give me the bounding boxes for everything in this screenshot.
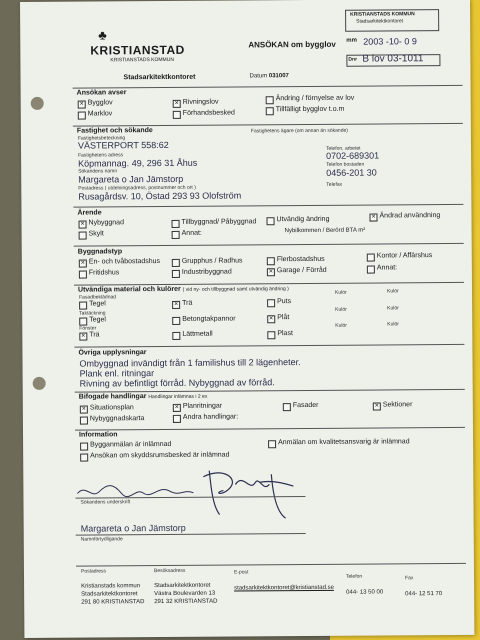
checkbox-situationsplan[interactable]: × [81,405,86,413]
checkbox-nybyggnadskarta[interactable] [80,417,88,425]
stamp-line2: Stadsarkitektkontoret [356,18,404,25]
label-andrad-anvandning: Ändrad användning [379,212,441,220]
value-tel-arbete[interactable]: 0702-689301 [326,150,380,161]
label-tel-bostad: Telefon bostaden [326,161,365,168]
value-sokande[interactable]: Margareta o Jan Jämstorp [78,173,184,185]
label-name-clarification: Namnförtydligande [80,536,123,543]
label-tak: Taktäckning [79,310,106,317]
label-situationsplan: Situationsplan [89,404,134,412]
label-fasad-puts: Puts [277,298,292,306]
checkbox-skylt[interactable] [79,232,87,240]
checkbox-sektioner[interactable]: × [374,402,379,410]
label-utvandig: Utvändig ändring [276,215,330,224]
checkbox-kvalitetsansvarig[interactable] [268,440,276,448]
footer-telefon-label: Telefon [345,573,363,580]
section-information: Information [79,431,118,439]
stamp-date: 2003 -10- 0 9 [363,36,417,47]
form-title: ANSÖKAN om bygglov [248,39,336,50]
footer-postadress-line: 291 80 KRISTIANSTAD [81,599,145,606]
label-adress: Fastighetens adress [78,152,124,159]
label-kulor: Kulör [335,306,347,313]
label-planritningar: Planritningar [182,402,223,410]
value-beteckning[interactable]: VÄSTERPORT 558:62 [77,139,169,151]
checkbox-andring[interactable] [266,96,274,104]
label-postadress: Postadress ( utdelningsadress, postnummer och ort ) [78,184,196,192]
label-tillbyggnad: Tillbyggnad/ Påbyggnad [181,218,257,226]
label-kulor: Kulör [387,321,399,328]
footer-fax-label: Fax [405,575,414,582]
checkbox-kontor[interactable] [367,254,375,262]
checkbox-annat-arende[interactable] [172,231,180,239]
label-annat-arende: Annat: [181,229,202,237]
label-bta: Nybilkommen / Berörd BTA m² [284,227,366,235]
label-gruppus: Grupphus / Radhus [181,257,243,265]
label-sokande: Sökandens namn [78,168,118,175]
label-signature: Sökandens underskrift [80,499,131,506]
ovriga-line[interactable]: Ombyggnad invändigt från 1 familishus till 2 lägenheter. [79,357,301,369]
footer-epost-label: E-post [233,569,249,576]
checkbox-planritningar[interactable]: × [174,403,179,411]
label-bygganmalan: Bygganmälan är inlämnad [90,440,172,449]
checkbox-fasad-tegel[interactable] [79,302,87,310]
application-form [20,0,474,638]
checkbox-nybyggnad[interactable]: × [80,220,85,228]
label-andra-handlingar: Andra handlingar: [182,413,239,421]
checkbox-bygganmalan[interactable] [80,443,88,451]
label-fasad-tra: Trä [182,299,193,307]
footer-besoksadress-label: Besöksadress [153,567,186,575]
section-bifogade: Bifogade handlingar Handlingar inlämnas i 2 ex [78,393,208,401]
section-arende: Ärende [77,209,102,217]
punch-hole [33,377,46,390]
label-forhandsbesked: Förhandsbesked [182,109,235,117]
section-ovriga: Övriga upplysningar [78,349,147,357]
checkbox-rivningslov[interactable]: × [174,99,179,107]
dnr-label: Dnr [348,56,358,63]
label-telefax: Telefax [326,181,343,188]
checkbox-marklov[interactable] [78,112,86,120]
checkbox-fonster-lattmetall[interactable] [172,332,180,340]
label-kvalitetsansvarig: Anmälan om kvalitetsansvarig är inlämnad [278,438,410,447]
checkbox-andrad-anvandning[interactable]: × [371,213,376,221]
checkbox-fonster-plast[interactable] [267,331,275,339]
label-tak-betong: Betongtakpannor [182,315,236,323]
org-sub: KRISTIANSTADS KOMMUN [110,56,174,64]
checkbox-fasad-puts[interactable] [267,299,275,307]
checkbox-fasad-tra[interactable]: × [174,300,179,308]
section-fastighet: Fastighet och sökande [76,127,153,135]
section-ansokan: Ansökan avser [76,89,127,97]
label-fasad: Fasadbeklädnad [79,294,117,301]
date-label: Datum 031007 [249,73,289,80]
checkbox-forhandsbesked[interactable] [173,111,181,119]
label-skyddsrum: Ansökan om skyddsrumsbesked är inlämnad [90,451,230,460]
checkbox-tak-betong[interactable] [172,317,180,325]
label-sektioner: Sektioner [382,401,413,409]
checkbox-andra-handlingar[interactable] [173,415,181,423]
checkbox-fasader[interactable] [283,403,291,411]
footer-besoksadress-line: 291 32 KRISTIANSTAD [154,598,218,606]
value-tel-bostad[interactable]: 0456-201 30 [326,167,377,178]
label-industribyggnad: Industribyggnad [181,268,232,276]
label-skylt: Skylt [88,230,104,238]
checkbox-tak-tegel[interactable] [79,318,87,326]
label-fonster: Fönster [79,325,97,332]
checkbox-skyddsrum[interactable] [80,454,88,462]
value-name-clarification[interactable]: Margareta o Jan Jämstorp [80,522,186,534]
checkbox-bygglov[interactable]: × [79,100,84,108]
label-tel-arbete: Telefon, arbetet [326,145,361,152]
label-bygglov: Bygglov [87,99,113,107]
label-nybyggnadskarta: Nybyggnadskarta [89,415,145,423]
org-name: KRISTIANSTAD [90,42,185,58]
label-tak-plat: Plåt [277,314,290,322]
checkbox-fritidshus[interactable] [79,271,87,279]
footer-besoksadress-line: Stadsarkitektkontoret [154,582,211,590]
checkbox-utvandig[interactable] [267,217,275,225]
value-adress[interactable]: Köpmannag. 49, 296 31 Åhus [78,157,198,169]
checkbox-tillbyggnad[interactable] [172,220,180,228]
checkbox-gruppus[interactable] [172,259,180,267]
label-fasader: Fasader [292,401,319,410]
checkbox-tillfalligt[interactable] [266,107,274,115]
ovriga-line[interactable]: Rivning av befintligt förråd. Nybyggnad av förråd. [79,377,275,389]
footer-telefon: 044- 13 50 00 [346,589,384,596]
label-flerbostadshus: Flerbostadshus [276,255,325,264]
municipality-logo-mark: ♣ [98,27,107,43]
label-en-tva: En- och tvåbostadshus [88,258,161,266]
label-fonster-lattmetall: Lättmetall [182,330,213,338]
ovriga-line[interactable]: Plank enl. ritningar [79,368,155,379]
checkbox-en-tva[interactable]: × [80,259,85,267]
label-kulor: Kulör [387,305,399,312]
footer-besoksadress-line: Västra Boulevarden 13 [154,590,216,598]
label-tillfalligt: Tillfälligt bygglov t.o.m [275,105,345,114]
label-marklov: Marklov [87,110,113,118]
label-rivningslov: Rivningslov [182,98,219,106]
label-tak-tegel: Tegel [89,316,106,324]
label-fonster-plast: Plast [277,330,293,338]
label-fasad-tegel: Tegel [89,300,106,308]
footer-postadress-label: Postadress [80,568,107,575]
stamp-mm: mm [346,37,357,44]
checkbox-garage[interactable]: × [268,268,273,276]
value-postadress[interactable]: Rusagårdsv. 10, Östad 293 93 Olofström [78,190,242,202]
checkbox-industribyggnad[interactable] [172,270,180,278]
label-agare: Fastighetens ägare (om annan än sökande) [250,127,348,135]
label-kulor: Kulör [387,288,399,295]
label-annat-typ: Annat: [376,264,398,272]
footer-epost-link[interactable]: stadsarkitektkontoret@kristianstad.se [234,584,334,592]
checkbox-annat-typ[interactable] [367,266,375,274]
footer-postadress-line: Kristianstads kommun [81,583,141,590]
footer-postadress-line: Stadsarkitektkontoret [81,591,138,598]
checkbox-fonster-tra[interactable]: × [81,332,86,340]
office-name: Stadsarkitektkontoret [123,73,196,82]
footer-fax: 044- 12 51 70 [405,591,443,598]
section-byggnadstyp: Byggnadstyp [77,248,123,256]
label-kulor: Kulör [335,289,347,296]
checkbox-tak-plat[interactable]: × [269,315,274,323]
label-kontor: Kontor / Affärshus [376,252,433,260]
label-garage: Garage / Förråd [276,266,327,275]
label-nybyggnad: Nybyggnad [88,219,124,227]
punch-hole [31,97,44,110]
section-material: Utvändiga material och kulörer ( vid ny- och tillbyggnad samt utvändig ändring ) [77,285,289,294]
label-fonster-tra: Trä [89,331,100,339]
label-andring: Ändring / förnyelse av lov [275,94,355,103]
label-fritidshus: Fritidshus [88,269,120,277]
label-kulor: Kulör [335,322,347,329]
checkbox-flerbostadshus[interactable] [267,257,275,265]
label-beteckning: Fastighetsbeteckning [77,135,126,142]
stamp-line1: KRISTIANSTADS KOMMUN [350,11,415,18]
dnr-value: B lov 03-1011 [362,53,424,65]
